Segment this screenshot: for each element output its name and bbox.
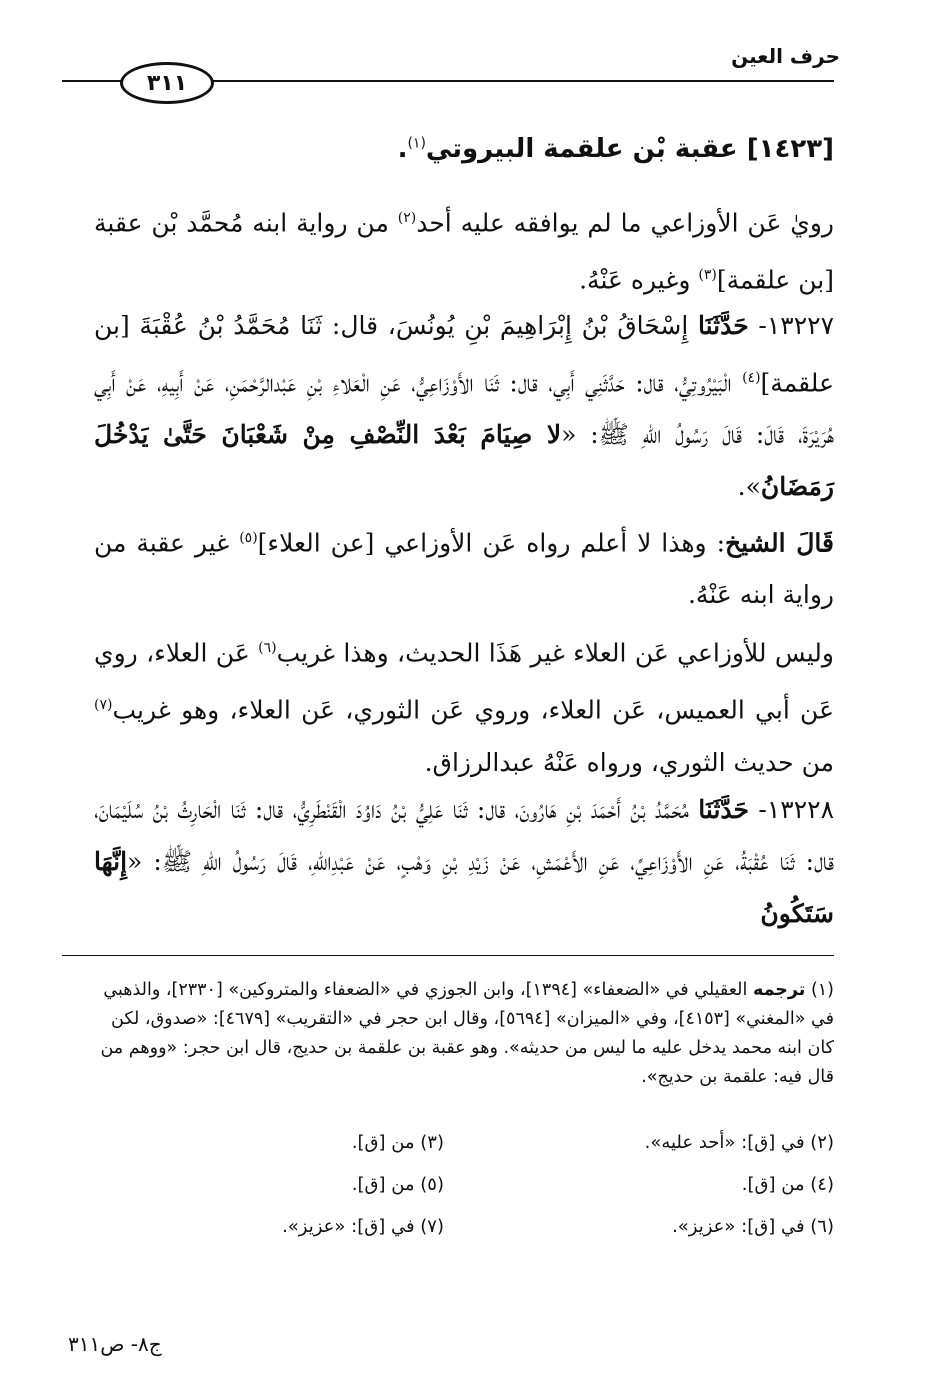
text-run: (١) <box>805 980 834 1000</box>
running-title: حرف العين <box>731 44 840 68</box>
text-run: ». <box>737 472 761 502</box>
entry-title <box>94 134 834 164</box>
footnote-ref: (٧) <box>94 697 113 714</box>
text-run: من رواية ابنه مُحمَّد بْن عقبة [بن علقمة] <box>94 208 834 295</box>
page-number-badge <box>120 62 214 104</box>
entry-title-text: [١٤٢٣] عقبة بْن علقمة البيروتي <box>425 134 834 164</box>
text-run: عَن العلاء، روي عَن أبي العميس، عَن العلاء، وروي عَن الثوري، عَن العلاء، وهو غريب <box>94 638 834 725</box>
footnote-row <box>94 1216 834 1252</box>
volume-page-footer: ج٨- ص٣١١ <box>68 1332 162 1356</box>
footnote-row <box>94 1132 834 1168</box>
text-run: إِسْحَاقُ بْنُ إِبْرَاهِيمَ بْنِ يُونُسَ، قال: ثَنَا مُحَمَّدُ بْنُ عُقْبَةَ [بن علقمة] <box>94 311 834 398</box>
paragraph-hadith-13227 <box>94 300 834 513</box>
entry-title-note-ref: (١) <box>407 135 426 152</box>
text-run: العقيلي في «الضعفاء» [١٣٩٤]، وابن الجوزي في «الضعفاء والمتروكين» [٢٣٣٠]، والذهبي في «المغني» [٤١٥٣]، وفي «الميزان» [٥٦٩٤]، وقال ابن حجر في «التقريب» [٤٦٧٩]: «صدوق، لكن كان ابنه محمد يدخل عليه ما ليس من حديثه». وهو عقبة بن علقمة بن حديج، قال ابن حجر: «ووهم من قال فيه: علقمة بن حديج». <box>100 980 834 1087</box>
paragraph-hadith-13228 <box>94 784 834 940</box>
footnote-ref: (٤) <box>742 370 761 386</box>
paragraph-gharib-note <box>94 622 834 789</box>
footnote-1 <box>94 976 834 1092</box>
text-run: ١٣٢٢٧- <box>748 311 834 340</box>
bold-text: إِنَّهَا سَتَكُونُ <box>94 847 834 928</box>
footnote-ref: (٦) <box>258 640 277 656</box>
text-run: الْبَيْرُوتِيُّ، قال: حَدَّثَنِي أَبِي، قال: ثَنَا الأَوْزَاعِيُّ، عَنِ الْعَلاءِ بْنِ عَبْدالرَّحْمَنِ، عَنْ أَبِيهِ، عَنْ أَبِي هُرَيْرَةَ، قَالَ: قَالَ رَسُولُ اللهِ ﷺ: « <box>94 368 834 450</box>
text-run: مُحَمَّدُ بْنُ أَحْمَدَ بْنِ هَارُونَ، قال: ثَنَا عَلِيُّ بْنُ دَاوُدَ الْقَنْطَرِيُّ، قال: ثَنَا الْحَارِثُ بْنُ سُلَيْمَانَ، قال: ثَنَا عُقْبَةُ، عَنِ الأَوْزَاعِيِّ، عَنِ الأَعْمَشِ، عَنْ زَيْدِ بْنِ وَهْبٍ، عَنْ عَبْدِاللهِ، قَالَ رَسُولُ اللهِ ﷺ: « <box>94 795 834 876</box>
footnote-ref: (٢) <box>397 210 417 226</box>
bold-text: ترجمه <box>752 980 806 1000</box>
text-run: : وهذا لا أعلم رواه عَن الأوزاعي [عن العلاء] <box>257 528 726 558</box>
text-run: من حديث الثوري، ورواه عَنْهُ عبدالرزاق. <box>424 747 834 777</box>
footnote-3: (٣) من [ق]. <box>351 1132 444 1153</box>
text-run: وغيره عَنْهُ. <box>579 265 699 295</box>
paragraph-sheikh-comment <box>94 512 834 621</box>
footnote-ref: (٣) <box>698 267 717 284</box>
text-run: غير عقبة من رواية ابنه عَنْهُ. <box>94 528 834 610</box>
bold-text: حَدَّثَنَا <box>698 311 749 340</box>
footnote-ref: (٥) <box>239 530 258 546</box>
page-number: ٣١١ <box>146 70 188 96</box>
footnote-5: (٥) من [ق]. <box>351 1174 444 1195</box>
bold-text: قَالَ الشيخ <box>725 528 835 558</box>
footnote-7: (٧) في [ق]: «عزيز». <box>282 1216 444 1237</box>
footnote-4: (٤) من [ق]. <box>741 1174 834 1195</box>
text-run: ١٣٢٢٨- <box>749 795 834 824</box>
bold-text: حَدَّثَنَا <box>698 795 749 824</box>
footnote-2: (٢) في [ق]: «أحد عليه». <box>644 1132 834 1153</box>
bold-text: لا صِيَامَ بَعْدَ النِّصْفِ مِنْ شَعْبَانَ حَتَّىٰ يَدْخُلَ رَمَضَانُ <box>94 420 834 502</box>
footnote-6: (٦) في [ق]: «عزيز». <box>672 1216 834 1237</box>
entry-title-end: . <box>397 134 408 164</box>
footnote-separator <box>62 955 834 956</box>
text-run: وليس للأوزاعي عَن العلاء غير هَذَا الحديث، وهذا غريب <box>276 638 834 668</box>
text-run: رويٰ عَن الأوزاعي ما لم يوافقه عليه أحد <box>416 208 834 238</box>
footnote-row <box>94 1174 834 1210</box>
paragraph-narrator-intro <box>94 192 834 307</box>
